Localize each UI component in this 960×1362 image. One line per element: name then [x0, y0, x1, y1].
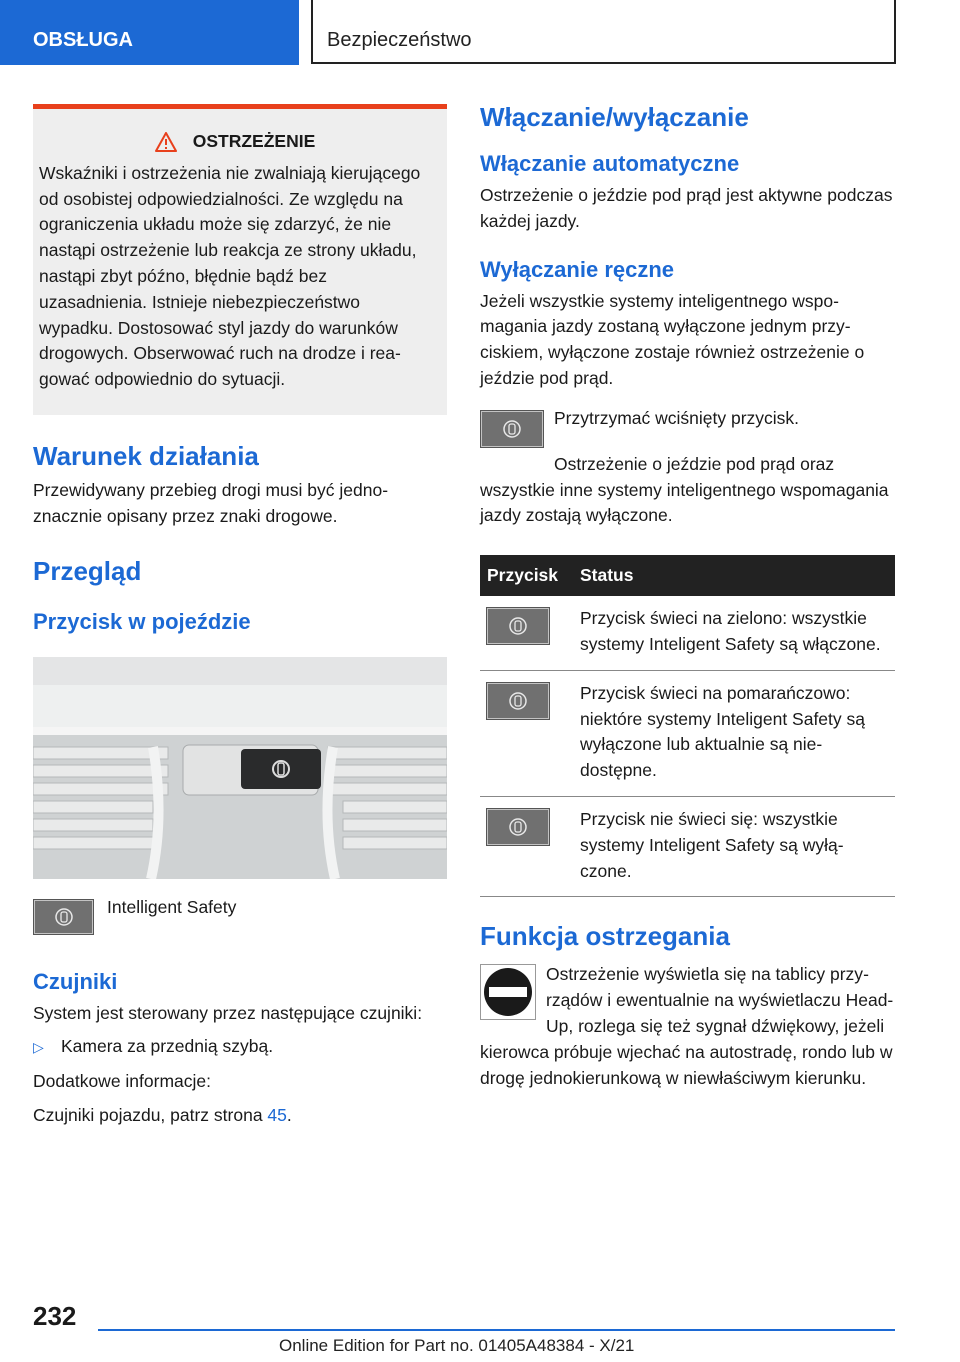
heading-czujniki: Czujniki — [33, 968, 118, 994]
page-reference — [33, 1103, 447, 1129]
warning-title: OSTRZEŻENIE — [192, 131, 316, 151]
warning-triangle-icon — [155, 132, 177, 152]
heading-przycisk: Przycisk w pojeździe — [33, 608, 251, 634]
section-tab: OBSŁUGA — [0, 0, 299, 65]
intelligent-safety-button-icon — [480, 410, 544, 448]
button-orange-icon — [486, 682, 550, 720]
reference-end: . — [286, 1104, 292, 1125]
heading-wlaczanie: Włączanie/wyłączanie — [480, 102, 749, 132]
auto-text: Ostrzeżenie o jeździe pod prąd jest aktywne podczas każdej jazdy. — [480, 185, 893, 231]
intelligent-safety-row — [33, 895, 447, 935]
table-cell-icon — [480, 670, 573, 796]
table-cell-status: Przycisk świeci na zielono: wszystkie systemy Inteligent Safety są włączone. — [573, 596, 895, 670]
funkcja-text: Ostrzeżenie wyświetla się na tablicy przyrządów i ewentualnie na wyświetlaczu Head-Up, rozlega się też sygnał dźwiękowy, jeżeli kierowca próbuje wjechać na autostradę, rondo lub w drogę jednokierunkową w niewłaściwym kierunku. — [480, 964, 894, 1088]
hold-text: Przytrzymać wciśnięty przycisk. — [554, 407, 800, 428]
footer-divider — [98, 1329, 895, 1331]
footer-edition: Online Edition for Part no. 01405A48384 - X/21 — [279, 1336, 635, 1355]
chapter-title: Bezpieczeństwo — [311, 0, 896, 64]
left-column — [33, 104, 447, 1129]
warning-text: Wskaźniki i ostrzeżenia nie zwalniają kierującego od osobistej odpowiedzialności. Ze względu na ograniczenia układu może się zdarzyć, że nie nastąpi ostrzeżenie lub reakcja ze strony układu, nastąpi zbyt późno, błędnie bądź bez uzasadnienia. Istnieje niebezpieczeństwo wypadku. Dostosować styl jazdy do warunków drogowych. Obserwować ruch na drodze i reagować odpowiednio do sytuacji. — [39, 162, 421, 390]
button-off-icon — [486, 808, 550, 846]
table-header-row — [480, 555, 895, 596]
heading-przeglad: Przegląd — [33, 555, 142, 586]
table-header-status: Status — [573, 555, 895, 596]
warning-box — [33, 104, 447, 415]
no-entry-icon — [480, 964, 536, 1020]
table-row — [480, 796, 895, 896]
warning-title-row — [39, 129, 431, 155]
intelligent-safety-button-icon — [33, 899, 94, 935]
heading-automatyczne: Włączanie automatyczne — [480, 151, 740, 176]
table-row — [480, 596, 895, 670]
table-cell-status: Przycisk nie świeci się: wszystkie systemy Inteligent Safety są wyłączone. — [573, 796, 895, 896]
table-cell-icon — [480, 796, 573, 896]
page-number: 232 — [33, 1301, 77, 1331]
button-green-icon — [486, 607, 550, 645]
right-column — [480, 100, 895, 1091]
reference-text: Czujniki pojazdu, patrz strona — [33, 1104, 268, 1125]
heading-reczne: Wyłączanie ręczne — [480, 256, 675, 282]
table-cell-status: Przycisk świeci na pomarańczowo: niektóre systemy Inteligent Safety są wyłączone lub aktualnie są niedostępne. — [573, 670, 895, 796]
table-row — [480, 670, 895, 796]
result-text: Ostrzeżenie o jeździe pod prąd oraz wszystkie inne systemy inteligentnego wspomagania jazdy zostają wyłączone. — [480, 453, 889, 526]
warunek-text: Przewidywany przebieg drogi musi być jednoznacznie opisany przez znaki drogowe. — [33, 479, 389, 526]
bullet-triangle-icon: ▷ — [33, 1039, 44, 1056]
status-table — [480, 555, 895, 897]
heading-warunek: Warunek działania — [33, 440, 259, 471]
table-header-przycisk: Przycisk — [480, 555, 573, 596]
intelligent-safety-caption: Intelligent Safety — [107, 896, 237, 917]
reczne-text: Jeżeli wszystkie systemy inteligentnego wspomagania jazdy zostaną wyłączone jednym przyciskiem, wyłączone zostaje również ostrzeżenie o jeździe pod prąd. — [480, 290, 865, 388]
dashboard-photo — [33, 657, 447, 879]
list-item — [33, 1034, 447, 1061]
czujniki-text: System jest sterowany przez następujące czujniki: — [33, 1002, 423, 1023]
heading-funkcja: Funkcja ostrzegania — [480, 921, 730, 952]
table-cell-icon — [480, 596, 573, 670]
page-link[interactable]: 45 — [267, 1104, 287, 1125]
funkcja-block — [480, 962, 895, 1091]
extra-info-label: Dodatkowe informacje: — [33, 1071, 211, 1092]
hold-button-row — [480, 406, 895, 448]
bullet-text: Kamera za przednią szybą. — [61, 1036, 274, 1057]
